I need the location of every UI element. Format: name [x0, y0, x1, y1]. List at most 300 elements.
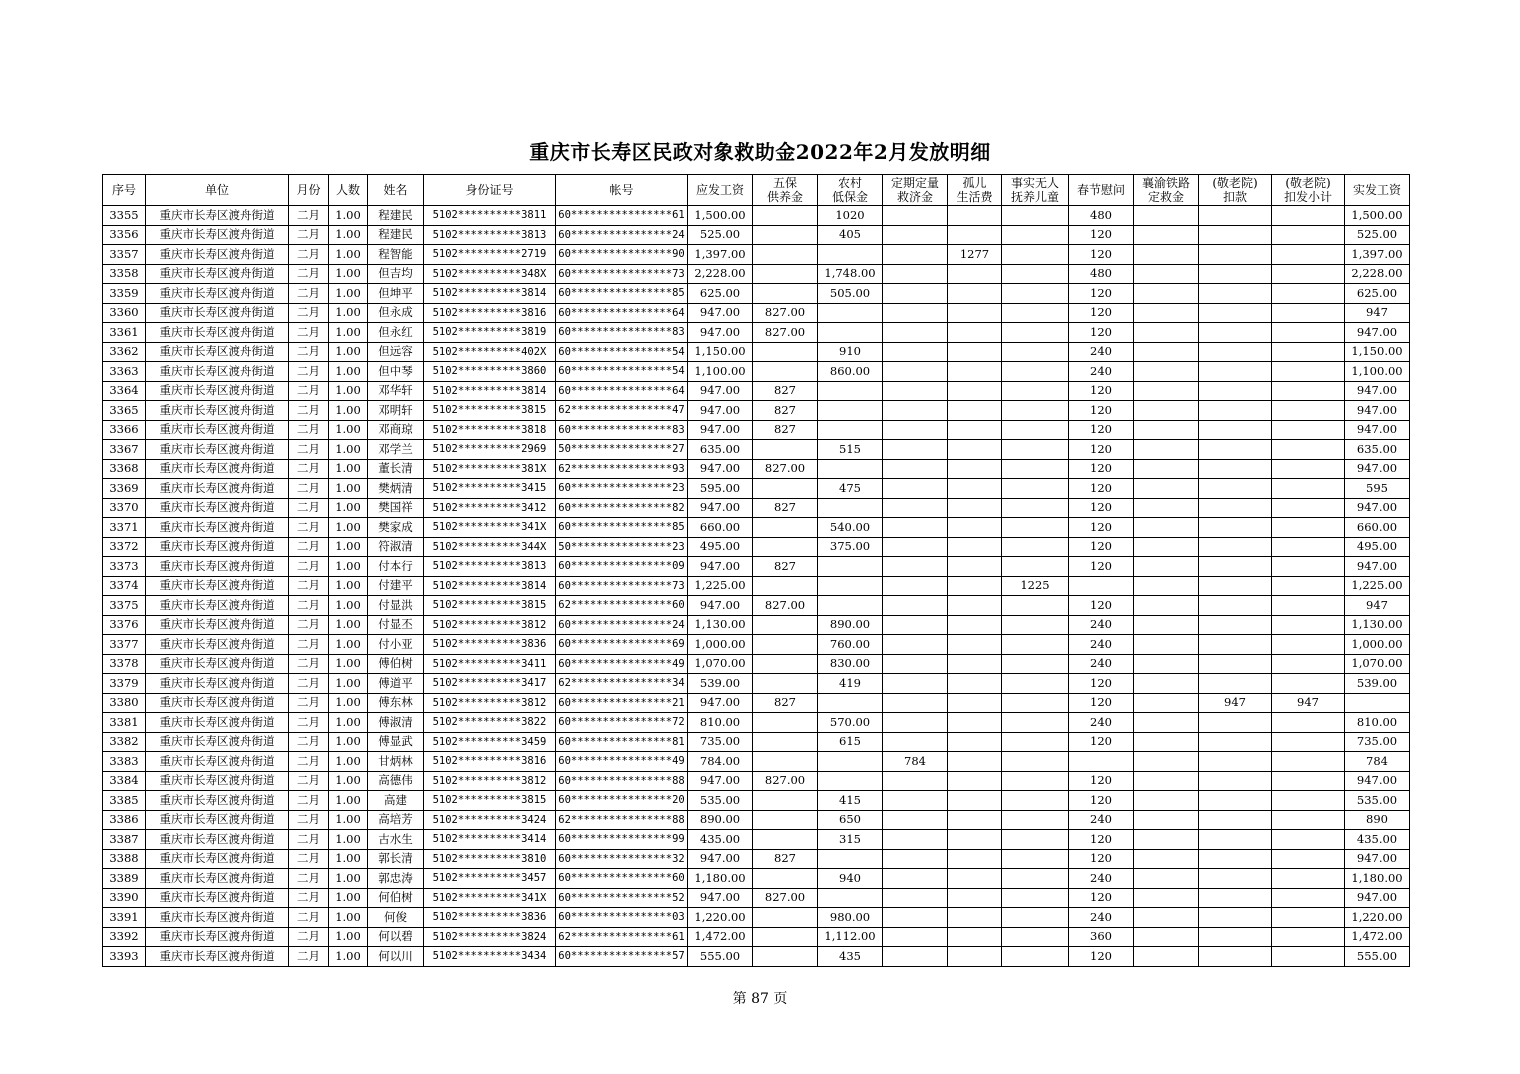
table-cell [883, 459, 948, 479]
table-cell: 120 [1069, 518, 1134, 538]
table-cell [1272, 206, 1345, 226]
table-cell: 5102**********341X [424, 888, 556, 908]
table-cell [883, 713, 948, 733]
table-cell [818, 771, 883, 791]
table-cell [818, 752, 883, 772]
table-cell [1134, 479, 1199, 499]
table-cell [753, 284, 818, 304]
table-cell: 重庆市长寿区渡舟街道 [146, 498, 289, 518]
table-cell: 120 [1069, 401, 1134, 421]
table-cell [883, 537, 948, 557]
table-cell [948, 635, 1002, 655]
table-cell: 555.00 [688, 947, 753, 967]
table-cell: 重庆市长寿区渡舟街道 [146, 537, 289, 557]
table-cell [1002, 713, 1069, 733]
table-cell [883, 654, 948, 674]
table-cell: 5102**********3424 [424, 810, 556, 830]
table-cell: 1.00 [329, 459, 368, 479]
table-cell [753, 537, 818, 557]
table-cell: 1,000.00 [1345, 635, 1410, 655]
table-cell: 二月 [289, 947, 329, 967]
table-cell: 5102**********3434 [424, 947, 556, 967]
table-cell: 60****************24 [556, 615, 688, 635]
table-cell [1002, 596, 1069, 616]
table-row [103, 888, 1410, 908]
table-cell [1134, 518, 1199, 538]
table-cell [883, 674, 948, 694]
table-cell [1199, 771, 1272, 791]
table-cell: 60****************54 [556, 342, 688, 362]
table-cell [1272, 381, 1345, 401]
table-cell [948, 284, 1002, 304]
table-row [103, 459, 1410, 479]
table-cell [883, 596, 948, 616]
table-row [103, 849, 1410, 869]
table-cell: 3393 [103, 947, 146, 967]
table-cell [1002, 284, 1069, 304]
table-cell: 3360 [103, 303, 146, 323]
table-cell: 二月 [289, 537, 329, 557]
table-cell: 1,472.00 [688, 927, 753, 947]
table-cell: 1,100.00 [688, 362, 753, 382]
table-cell [1134, 537, 1199, 557]
table-cell [948, 927, 1002, 947]
table-cell: 5102**********3459 [424, 732, 556, 752]
table-cell [883, 206, 948, 226]
table-cell: 3371 [103, 518, 146, 538]
table-cell: 910 [818, 342, 883, 362]
table-cell [948, 440, 1002, 460]
table-cell [883, 303, 948, 323]
table-cell: 5102**********2719 [424, 245, 556, 265]
table-cell [1002, 245, 1069, 265]
table-cell: 947.00 [688, 459, 753, 479]
table-cell [1002, 615, 1069, 635]
table-cell: 3380 [103, 693, 146, 713]
column-header: 农村 低保金 [818, 175, 883, 206]
table-cell: 重庆市长寿区渡舟街道 [146, 245, 289, 265]
table-cell: 3385 [103, 791, 146, 811]
table-row [103, 615, 1410, 635]
table-cell [1134, 576, 1199, 596]
table-row [103, 927, 1410, 947]
table-cell [1272, 479, 1345, 499]
table-cell [753, 791, 818, 811]
table-cell: 62****************88 [556, 810, 688, 830]
table-cell: 5102**********348X [424, 264, 556, 284]
table-cell [1002, 557, 1069, 577]
table-cell: 1.00 [329, 245, 368, 265]
table-cell [1134, 557, 1199, 577]
table-cell: 重庆市长寿区渡舟街道 [146, 810, 289, 830]
table-cell: 1.00 [329, 303, 368, 323]
table-cell: 595.00 [688, 479, 753, 499]
table-cell: 660.00 [1345, 518, 1410, 538]
table-cell: 5102**********3814 [424, 284, 556, 304]
table-cell [1199, 362, 1272, 382]
table-cell: 947.00 [1345, 771, 1410, 791]
table-cell: 但永红 [368, 323, 424, 343]
table-cell [1199, 518, 1272, 538]
table-cell: 3375 [103, 596, 146, 616]
table-cell: 重庆市长寿区渡舟街道 [146, 654, 289, 674]
table-cell: 60****************85 [556, 518, 688, 538]
column-header: 单位 [146, 175, 289, 206]
table-cell: 60****************69 [556, 635, 688, 655]
table-cell: 3366 [103, 420, 146, 440]
table-cell: 1.00 [329, 381, 368, 401]
table-cell: 827.00 [753, 771, 818, 791]
table-cell: 947.00 [688, 596, 753, 616]
table-cell: 435.00 [1345, 830, 1410, 850]
table-cell: 3386 [103, 810, 146, 830]
table-cell: 120 [1069, 303, 1134, 323]
table-cell [1199, 323, 1272, 343]
table-cell [753, 206, 818, 226]
table-cell: 重庆市长寿区渡舟街道 [146, 752, 289, 772]
table-cell [753, 576, 818, 596]
table-cell: 1.00 [329, 752, 368, 772]
table-cell: 1.00 [329, 713, 368, 733]
table-cell [883, 849, 948, 869]
table-cell: 二月 [289, 440, 329, 460]
table-row [103, 830, 1410, 850]
table-cell [948, 908, 1002, 928]
table-cell [948, 323, 1002, 343]
table-cell [1002, 206, 1069, 226]
table-cell: 535.00 [1345, 791, 1410, 811]
table-cell [1134, 674, 1199, 694]
table-row [103, 518, 1410, 538]
table-cell: 1.00 [329, 635, 368, 655]
table-cell: 重庆市长寿区渡舟街道 [146, 479, 289, 499]
table-cell: 60****************09 [556, 557, 688, 577]
table-cell: 947.00 [1345, 420, 1410, 440]
table-cell: 827 [753, 498, 818, 518]
table-cell: 3361 [103, 323, 146, 343]
table-cell: 5102**********3417 [424, 674, 556, 694]
table-cell [1002, 927, 1069, 947]
table-cell [1199, 479, 1272, 499]
table-cell: 重庆市长寿区渡舟街道 [146, 440, 289, 460]
table-cell [1134, 245, 1199, 265]
table-cell: 重庆市长寿区渡舟街道 [146, 420, 289, 440]
table-cell [1002, 537, 1069, 557]
table-cell: 重庆市长寿区渡舟街道 [146, 771, 289, 791]
table-cell: 120 [1069, 947, 1134, 967]
table-cell [1272, 225, 1345, 245]
table-cell: 947.00 [688, 849, 753, 869]
table-cell: 1,500.00 [688, 206, 753, 226]
table-cell: 5102**********3414 [424, 830, 556, 850]
table-cell: 60****************49 [556, 654, 688, 674]
table-cell: 5102**********3836 [424, 635, 556, 655]
table-cell: 2,228.00 [688, 264, 753, 284]
table-row [103, 557, 1410, 577]
table-cell: 525.00 [688, 225, 753, 245]
table-cell: 重庆市长寿区渡舟街道 [146, 459, 289, 479]
table-cell: 何伯树 [368, 888, 424, 908]
table-cell: 5102**********3816 [424, 752, 556, 772]
table-cell: 二月 [289, 323, 329, 343]
table-cell [753, 674, 818, 694]
table-cell [1199, 440, 1272, 460]
table-cell [1002, 693, 1069, 713]
table-row [103, 635, 1410, 655]
table-cell [1134, 713, 1199, 733]
table-cell [753, 635, 818, 655]
table-cell: 860.00 [818, 362, 883, 382]
table-cell: 二月 [289, 888, 329, 908]
table-cell: 二月 [289, 362, 329, 382]
table-cell [1002, 654, 1069, 674]
table-cell: 1,220.00 [688, 908, 753, 928]
table-cell: 827 [753, 420, 818, 440]
table-cell: 5102**********3812 [424, 771, 556, 791]
column-header: (敬老院) 扣发小计 [1272, 175, 1345, 206]
table-cell [883, 732, 948, 752]
table-cell [753, 732, 818, 752]
table-cell: 60****************83 [556, 420, 688, 440]
table-cell: 784.00 [688, 752, 753, 772]
table-cell: 435.00 [688, 830, 753, 850]
table-cell [948, 674, 1002, 694]
table-cell: 120 [1069, 888, 1134, 908]
table-cell: 360 [1069, 927, 1134, 947]
table-cell [1272, 557, 1345, 577]
page-number: 第 87 页 [732, 991, 788, 1007]
table-cell: 重庆市长寿区渡舟街道 [146, 849, 289, 869]
table-cell: 3364 [103, 381, 146, 401]
table-cell: 傅显武 [368, 732, 424, 752]
table-cell: 5102**********3860 [424, 362, 556, 382]
table-cell: 240 [1069, 362, 1134, 382]
table-cell: 二月 [289, 713, 329, 733]
table-cell [1199, 810, 1272, 830]
table-cell: 1.00 [329, 206, 368, 226]
table-cell: 120 [1069, 557, 1134, 577]
table-cell: 高建 [368, 791, 424, 811]
table-cell: 120 [1069, 849, 1134, 869]
table-cell [948, 557, 1002, 577]
table-cell: 947.00 [1345, 888, 1410, 908]
table-cell [883, 927, 948, 947]
table-row [103, 869, 1410, 889]
table-cell: 二月 [289, 596, 329, 616]
table-cell [1272, 791, 1345, 811]
table-cell: 二月 [289, 927, 329, 947]
table-cell: 240 [1069, 908, 1134, 928]
table-cell: 二月 [289, 206, 329, 226]
table-cell: 1225 [1002, 576, 1069, 596]
table-cell [883, 420, 948, 440]
table-cell: 60****************82 [556, 498, 688, 518]
table-cell: 何俊 [368, 908, 424, 928]
table-cell [948, 732, 1002, 752]
table-cell [1002, 440, 1069, 460]
table-cell [1134, 264, 1199, 284]
table-cell [948, 713, 1002, 733]
table-cell [1272, 830, 1345, 850]
table-cell: 555.00 [1345, 947, 1410, 967]
table-cell: 何以川 [368, 947, 424, 967]
table-cell: 890.00 [818, 615, 883, 635]
table-cell: 二月 [289, 576, 329, 596]
table-cell: 1.00 [329, 440, 368, 460]
table-cell [1134, 693, 1199, 713]
table-cell: 60****************73 [556, 576, 688, 596]
table-cell [1134, 830, 1199, 850]
column-header: 姓名 [368, 175, 424, 206]
table-cell: 邓明轩 [368, 401, 424, 421]
table-cell [948, 596, 1002, 616]
table-cell [1069, 576, 1134, 596]
table-cell: 405 [818, 225, 883, 245]
table-cell: 二月 [289, 791, 329, 811]
table-cell: 1,225.00 [1345, 576, 1410, 596]
column-header: 序号 [103, 175, 146, 206]
table-cell [753, 752, 818, 772]
table-cell [1272, 752, 1345, 772]
table-cell: 重庆市长寿区渡舟街道 [146, 693, 289, 713]
table-cell [1199, 791, 1272, 811]
table-cell: 1.00 [329, 420, 368, 440]
table-cell: 947.00 [1345, 381, 1410, 401]
table-cell: 重庆市长寿区渡舟街道 [146, 284, 289, 304]
table-cell [1134, 635, 1199, 655]
table-cell: 3379 [103, 674, 146, 694]
table-cell: 827 [753, 557, 818, 577]
table-cell [1002, 225, 1069, 245]
table-cell [1002, 830, 1069, 850]
table-cell [1134, 732, 1199, 752]
table-cell: 539.00 [1345, 674, 1410, 694]
table-cell [1134, 615, 1199, 635]
table-cell [1002, 381, 1069, 401]
table-cell: 1,180.00 [1345, 869, 1410, 889]
table-cell [1272, 303, 1345, 323]
table-cell: 660.00 [688, 518, 753, 538]
table-cell: 1.00 [329, 537, 368, 557]
table-cell: 二月 [289, 518, 329, 538]
table-cell [948, 791, 1002, 811]
table-cell: 付显洪 [368, 596, 424, 616]
table-cell [1002, 498, 1069, 518]
table-cell: 5102**********3411 [424, 654, 556, 674]
table-cell [1134, 206, 1199, 226]
column-header: 帐号 [556, 175, 688, 206]
table-cell: 重庆市长寿区渡舟街道 [146, 362, 289, 382]
table-cell: 重庆市长寿区渡舟街道 [146, 206, 289, 226]
table-cell: 120 [1069, 596, 1134, 616]
table-cell [1199, 732, 1272, 752]
table-cell: 1,130.00 [1345, 615, 1410, 635]
column-header: 月份 [289, 175, 329, 206]
table-cell: 60****************60 [556, 869, 688, 889]
table-cell: 古水生 [368, 830, 424, 850]
table-cell: 1,100.00 [1345, 362, 1410, 382]
table-cell: 二月 [289, 615, 329, 635]
table-cell: 525.00 [1345, 225, 1410, 245]
table-cell: 重庆市长寿区渡舟街道 [146, 635, 289, 655]
table-cell: 1.00 [329, 869, 368, 889]
table-cell: 高培芳 [368, 810, 424, 830]
table-cell: 二月 [289, 459, 329, 479]
table-cell: 二月 [289, 908, 329, 928]
table-cell: 重庆市长寿区渡舟街道 [146, 576, 289, 596]
table-cell: 947.00 [688, 323, 753, 343]
table-cell [1134, 342, 1199, 362]
table-cell [948, 810, 1002, 830]
table-cell: 樊炳清 [368, 479, 424, 499]
table-cell: 3378 [103, 654, 146, 674]
column-header: 事实无人 抚养儿童 [1002, 175, 1069, 206]
table-cell: 二月 [289, 654, 329, 674]
table-cell: 435 [818, 947, 883, 967]
table-cell: 1.00 [329, 518, 368, 538]
column-header: 身份证号 [424, 175, 556, 206]
table-cell: 827 [753, 381, 818, 401]
table-cell: 重庆市长寿区渡舟街道 [146, 615, 289, 635]
table-cell [1199, 888, 1272, 908]
table-cell: 5102**********3812 [424, 693, 556, 713]
table-cell: 495.00 [1345, 537, 1410, 557]
table-cell [948, 479, 1002, 499]
table-cell [1272, 518, 1345, 538]
table-cell: 5102**********3824 [424, 927, 556, 947]
table-cell: 60****************64 [556, 381, 688, 401]
table-cell: 784 [883, 752, 948, 772]
table-row [103, 810, 1410, 830]
table-row [103, 225, 1410, 245]
table-row [103, 342, 1410, 362]
table-cell: 傅伯树 [368, 654, 424, 674]
table-cell: 1.00 [329, 284, 368, 304]
table-cell: 2,228.00 [1345, 264, 1410, 284]
table-cell: 樊国祥 [368, 498, 424, 518]
table-cell [948, 225, 1002, 245]
table-cell [1199, 459, 1272, 479]
table-cell: 947.00 [688, 303, 753, 323]
table-cell: 495.00 [688, 537, 753, 557]
table-cell [883, 284, 948, 304]
table-cell: 947.00 [688, 771, 753, 791]
table-cell [1272, 596, 1345, 616]
table-cell: 1.00 [329, 362, 368, 382]
table-cell [1272, 908, 1345, 928]
table-cell: 1.00 [329, 908, 368, 928]
table-cell [1134, 381, 1199, 401]
table-cell [1272, 498, 1345, 518]
table-cell: 程建民 [368, 206, 424, 226]
table-cell: 735.00 [688, 732, 753, 752]
document-title: 重庆市长寿区民政对象救助金2022年2月发放明细 [529, 140, 991, 164]
table-cell [1134, 401, 1199, 421]
table-cell: 240 [1069, 635, 1134, 655]
table-cell [1002, 401, 1069, 421]
table-cell: 傅东林 [368, 693, 424, 713]
table-cell: 二月 [289, 284, 329, 304]
table-cell: 120 [1069, 440, 1134, 460]
table-cell: 5102**********3814 [424, 381, 556, 401]
table-cell: 5102**********3813 [424, 557, 556, 577]
table-row [103, 752, 1410, 772]
table-cell [1134, 810, 1199, 830]
table-cell [948, 615, 1002, 635]
table-cell: 120 [1069, 420, 1134, 440]
table-cell: 60****************85 [556, 284, 688, 304]
table-cell [1272, 420, 1345, 440]
